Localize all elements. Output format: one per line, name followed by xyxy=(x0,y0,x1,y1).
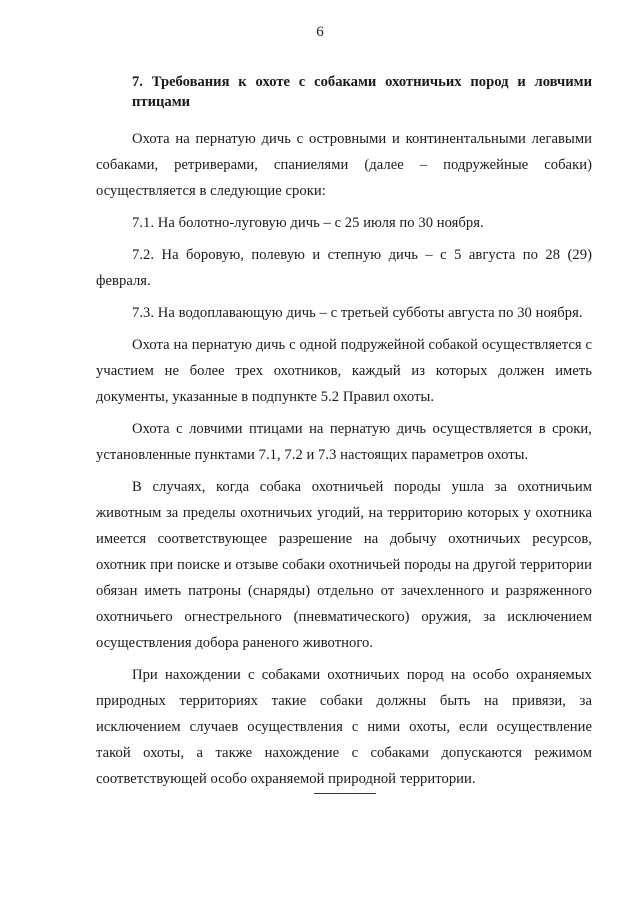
section-content xyxy=(96,72,592,798)
page-number: 6 xyxy=(316,24,324,40)
section-heading: 7. Требования к охоте с собаками охотничьих пород и ловчими птицами xyxy=(132,74,592,110)
paragraph-falconry: Охота с ловчими птицами на пернатую дичь осуществляется в сроки, установленные пунктами 7.1, 7.2 и 7.3 настоящих параметров охоты. xyxy=(96,421,592,463)
end-divider xyxy=(314,793,376,794)
paragraph-intro: Охота на пернатую дичь с островными и континентальными легавыми собаками, ретриверами, спаниелями (далее – подружейные собаки) осуществляется в следующие сроки: xyxy=(96,131,592,199)
paragraph-protected-areas: При нахождении с собаками охотничьих пород на особо охраняемых природных территориях такие собаки должны быть на привязи, за исключением случаев осуществления с ними охоты, если осуществление такой охоты, а также нахождение с собаками допускаются режимом соответствующей особо охраняемой природной территории. xyxy=(96,667,592,787)
paragraph-item-7-3: 7.3. На водоплавающую дичь – с третьей субботы августа по 30 ноября. xyxy=(132,305,583,321)
paragraph-item-7-2: 7.2. На боровую, полевую и степную дичь – с 5 августа по 28 (29) февраля. xyxy=(96,247,592,289)
paragraph-dog-outside-grounds: В случаях, когда собака охотничьей породы ушла за охотничьим животным за пределы охотничьих угодий, на территорию которых у охотника имеется соответствующее разрешение на добычу охотничьих ресурсов, охотник при поиске и отзыве собаки охотничьей породы на другой территории обязан иметь патроны (снаряды) отдельно от зачехленного и разряженного охотничьего огнестрельного (пневматического) оружия, за исключением осуществления добора раненого животного. xyxy=(96,479,592,651)
paragraph-item-7-1: 7.1. На болотно-луговую дичь – с 25 июля по 30 ноября. xyxy=(132,215,484,231)
paragraph-single-dog-rule: Охота на пернатую дичь с одной подружейной собакой осуществляется с участием не более трех охотников, каждый из которых должен иметь документы, указанные в подпункте 5.2 Правил охоты. xyxy=(96,337,592,405)
